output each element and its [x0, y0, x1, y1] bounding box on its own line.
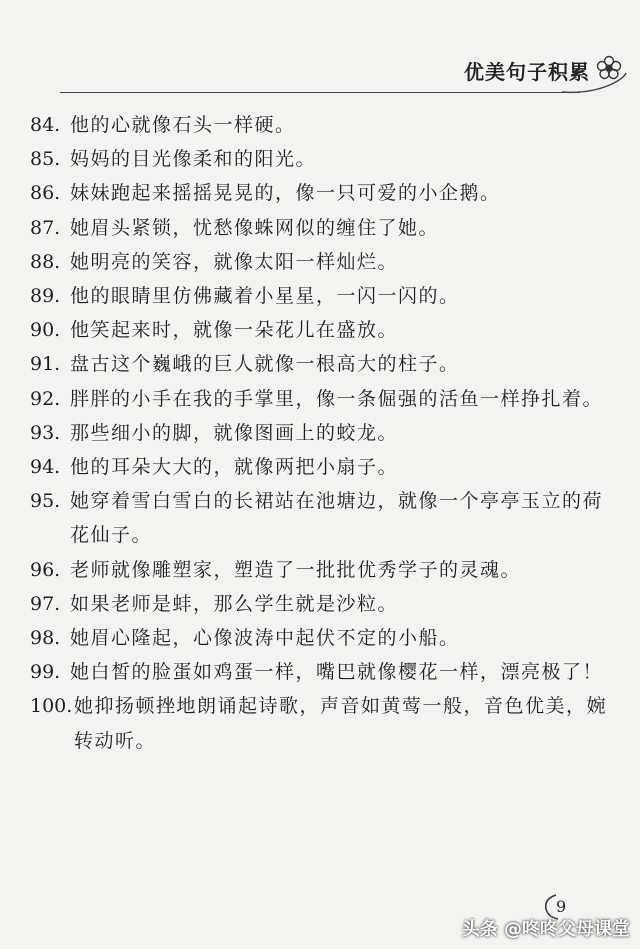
item-number: 94.	[30, 456, 61, 479]
item-text: 她眉头紧锁，忧愁像蛛网似的缠住了她。	[70, 216, 440, 239]
item-text: 她眉心隆起，心像波涛中起伏不定的小船。	[70, 627, 460, 650]
item-number: 99.	[30, 661, 61, 684]
list-item	[30, 108, 612, 142]
item-text: 胖胖的小手在我的手掌里，像一条倔强的活鱼一样挣扎着。	[70, 387, 604, 410]
item-number: 85.	[30, 148, 61, 171]
list-item	[30, 313, 612, 347]
item-number: 90.	[30, 319, 61, 342]
item-text: 如果老师是蚌，那么学生就是沙粒。	[70, 592, 399, 615]
list-item	[30, 211, 612, 245]
list-item	[30, 382, 612, 416]
item-text: 她抑扬顿挫地朗诵起诗歌，声音如黄莺一般，音色优美，婉转动听。	[74, 695, 608, 752]
item-text: 他的眼睛里仿佛藏着小星星，一闪一闪的。	[70, 285, 460, 308]
list-item	[30, 621, 612, 655]
item-text: 她穿着雪白雪白的长裙站在池塘边，就像一个亭亭玉立的荷花仙子。	[70, 490, 604, 547]
item-text: 她白皙的脸蛋如鸡蛋一样，嘴巴就像樱花一样，漂亮极了！	[70, 661, 604, 684]
item-number: 88.	[30, 250, 61, 273]
item-text: 他的心就像石头一样硬。	[70, 114, 296, 136]
item-number: 86.	[30, 182, 61, 205]
item-number: 97.	[30, 592, 61, 615]
item-text: 那些细小的脚，就像图画上的蛟龙。	[70, 421, 399, 444]
item-number: 96.	[30, 558, 61, 581]
header-curve-decoration	[560, 72, 630, 98]
list-item	[30, 553, 612, 587]
item-text: 老师就像雕塑家，塑造了一批批优秀学子的灵魂。	[70, 558, 522, 581]
page-number: 9	[556, 897, 567, 916]
list-item	[30, 655, 612, 689]
header-rule	[60, 92, 580, 93]
item-number: 100.	[30, 695, 73, 718]
header-title: 优美句子积累	[464, 59, 590, 84]
item-number: 84.	[30, 114, 61, 136]
item-text: 妹妹跑起来摇摇晃晃的，像一只可爱的小企鹅。	[70, 182, 501, 205]
sentence-list	[30, 108, 612, 758]
list-item	[30, 416, 612, 450]
item-number: 91.	[30, 353, 61, 376]
list-item	[30, 176, 612, 210]
item-number: 95.	[30, 490, 61, 513]
item-text: 他的耳朵大大的，就像两把小扇子。	[70, 456, 399, 479]
list-item	[30, 279, 612, 313]
item-number: 92.	[30, 387, 61, 410]
list-item	[30, 450, 612, 484]
item-number: 98.	[30, 627, 61, 650]
item-number: 93.	[30, 421, 61, 444]
list-item	[30, 484, 612, 552]
item-text: 她明亮的笑容，就像太阳一样灿烂。	[70, 250, 399, 273]
item-text: 盘古这个巍峨的巨人就像一根高大的柱子。	[70, 353, 460, 376]
list-item	[30, 347, 612, 381]
list-item	[30, 689, 612, 757]
item-text: 他笑起来时，就像一朵花儿在盛放。	[70, 319, 399, 342]
list-item	[30, 245, 612, 279]
item-number: 89.	[30, 285, 61, 308]
watermark: 头条 @咚咚父母课堂	[461, 919, 630, 940]
list-item	[30, 587, 612, 621]
item-number: 87.	[30, 216, 61, 239]
list-item	[30, 142, 612, 176]
item-text: 妈妈的目光像柔和的阳光。	[70, 148, 317, 171]
